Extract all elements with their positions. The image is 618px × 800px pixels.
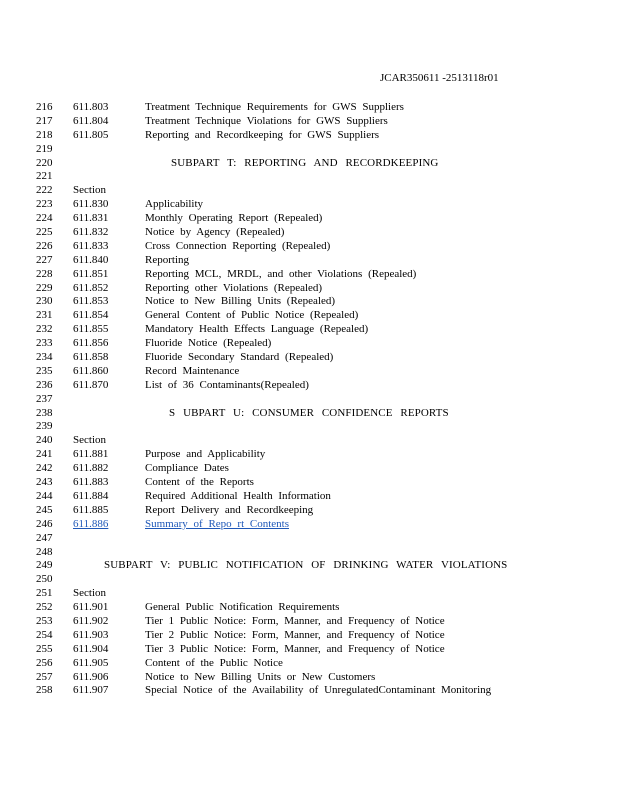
section-title: Special Notice of the Availability of UnregulatedContaminant Monitoring [145,684,492,697]
line-number: 218 [36,128,53,141]
section-number: 611.906 [73,670,109,683]
section-title: List of 36 Contaminants(Repealed) [145,378,309,391]
list-item [0,198,618,212]
list-item [0,309,618,323]
line-number: 258 [36,684,53,697]
section-number: 611.907 [73,684,109,697]
section-title: Notice to New Billing Units (Repealed) [145,295,336,308]
section-number: 611.904 [73,642,109,655]
line-number: 231 [36,309,53,322]
line-number: 237 [36,392,53,405]
section-label-line [0,434,618,448]
subpart-heading-line [0,407,618,421]
blank-line [0,420,618,434]
list-item [0,212,618,226]
section-title: Applicability [145,198,204,211]
blank-line [0,170,618,184]
blank-line [0,573,618,587]
section-number: 611.840 [73,253,109,266]
list-item [0,684,618,698]
section-number: 611.854 [73,309,109,322]
line-number: 248 [36,545,53,558]
section-title: Tier 1 Public Notice: Form, Manner, and Frequency of Notice [145,614,445,627]
section-title: Mandatory Health Effects Language (Repealed) [145,323,369,336]
list-item [0,615,618,629]
section-title: Record Maintenance [145,364,240,377]
list-item [0,448,618,462]
section-number: 611.901 [73,601,109,614]
section-title: Reporting and Recordkeeping for GWS Suppliers [145,128,380,141]
line-number: 224 [36,212,53,225]
blank-line [0,546,618,560]
line-number: 251 [36,587,53,600]
line-number: 223 [36,198,53,211]
section-number: 611.858 [73,351,109,364]
section-number: 611.884 [73,489,109,502]
line-number: 234 [36,351,53,364]
section-title: Notice to New Billing Units or New Customers [145,670,376,683]
section-number: 611.853 [73,295,109,308]
line-number: 216 [36,101,53,113]
line-number: 221 [36,170,53,183]
section-number: 611.860 [73,364,109,377]
section-title: Reporting other Violations (Repealed) [145,281,323,294]
section-title: Report Delivery and Recordkeeping [145,503,314,516]
section-title: Notice by Agency (Repealed) [145,226,285,239]
section-label-line [0,184,618,198]
line-number: 242 [36,462,53,475]
section-title: Cross Connection Reporting (Repealed) [145,239,331,252]
list-item [0,226,618,240]
line-number: 239 [36,420,53,433]
section-title: Tier 3 Public Notice: Form, Manner, and Frequency of Notice [145,642,445,655]
line-number: 244 [36,489,53,502]
line-number: 227 [36,253,53,266]
list-item [0,268,618,282]
section-label: Section [73,587,106,600]
list-item [0,462,618,476]
section-title: Fluoride Secondary Standard (Repealed) [145,351,334,364]
list-item [0,504,618,518]
section-number-link[interactable]: 611.886 [73,517,109,530]
section-title: Monthly Operating Report (Repealed) [145,212,323,225]
line-number: 229 [36,281,53,294]
subpart-u-heading: S UBPART U: CONSUMER CONFIDENCE REPORTS [169,406,449,419]
line-number: 222 [36,184,53,197]
line-number: 241 [36,448,53,461]
line-number: 250 [36,573,53,586]
section-number: 611.855 [73,323,109,336]
line-number: 256 [36,656,53,669]
line-number: 253 [36,614,53,627]
section-number: 611.870 [73,378,109,391]
list-item [0,365,618,379]
list-item [0,254,618,268]
list-item [0,601,618,615]
section-number: 611.905 [73,656,109,669]
list-item [0,129,618,143]
section-title: Fluoride Notice (Repealed) [145,337,272,350]
section-number: 611.852 [73,281,109,294]
section-title: Content of the Public Notice [145,656,283,669]
list-item [0,476,618,490]
section-title-link[interactable]: Summary of Repo rt Contents [145,517,289,530]
line-number: 245 [36,503,53,516]
section-label-line [0,587,618,601]
line-number: 252 [36,601,53,614]
section-number: 611.882 [73,462,109,475]
list-item [0,490,618,504]
list-item [0,101,618,115]
line-number: 226 [36,239,53,252]
line-number: 247 [36,531,53,544]
list-item [0,657,618,671]
list-item [0,671,618,685]
line-number: 228 [36,267,53,280]
list-item [0,295,618,309]
section-title: Treatment Technique Violations for GWS Suppliers [145,114,388,127]
line-number: 243 [36,476,53,489]
subpart-v-heading: SUBPART V: PUBLIC NOTIFICATION OF DRINKING WATER VIOLATIONS [104,559,508,572]
section-number: 611.885 [73,503,109,516]
blank-line [0,143,618,157]
list-item [0,518,618,532]
subpart-heading-line [0,157,618,171]
line-number: 249 [36,559,53,572]
section-number: 611.805 [73,128,109,141]
list-item [0,629,618,643]
list-item [0,240,618,254]
document-id: JCAR350611 -2513118r01 [380,72,499,84]
section-title: Required Additional Health Information [145,489,331,502]
line-number: 232 [36,323,53,336]
section-title: Compliance Dates [145,462,229,475]
line-number: 217 [36,114,53,127]
line-number: 220 [36,156,53,169]
line-number: 240 [36,434,53,447]
section-title: Reporting [145,253,189,266]
section-number: 611.833 [73,239,109,252]
line-number: 230 [36,295,53,308]
list-item [0,643,618,657]
list-item [0,337,618,351]
list-item [0,282,618,296]
section-number: 611.881 [73,448,109,461]
section-number: 611.830 [73,198,109,211]
line-number: 257 [36,670,53,683]
section-number: 611.851 [73,267,109,280]
section-number: 611.804 [73,114,109,127]
line-number: 236 [36,378,53,391]
line-number: 225 [36,226,53,239]
section-number: 611.803 [73,101,109,113]
subpart-t-heading: SUBPART T: REPORTING AND RECORDKEEPING [171,156,439,169]
section-number: 611.883 [73,476,109,489]
section-title: Reporting MCL, MRDL, and other Violations (Repealed) [145,267,417,280]
section-title: General Public Notification Requirements [145,601,340,614]
list-item [0,323,618,337]
line-number: 235 [36,364,53,377]
line-number: 233 [36,337,53,350]
section-number: 611.856 [73,337,109,350]
line-number: 246 [36,517,53,530]
section-number: 611.831 [73,212,109,225]
section-label: Section [73,434,106,447]
section-label: Section [73,184,106,197]
list-item [0,351,618,365]
section-title: Content of the Reports [145,476,254,489]
section-number: 611.832 [73,226,109,239]
section-title: Treatment Technique Requirements for GWS Suppliers [145,101,404,113]
line-numbered-listing [0,101,618,698]
line-number: 254 [36,628,53,641]
blank-line [0,532,618,546]
section-number: 611.903 [73,628,109,641]
section-title: General Content of Public Notice (Repealed) [145,309,359,322]
section-title: Tier 2 Public Notice: Form, Manner, and Frequency of Notice [145,628,445,641]
section-number: 611.902 [73,614,109,627]
line-number: 238 [36,406,53,419]
subpart-heading-line [0,559,618,573]
blank-line [0,393,618,407]
section-title: Purpose and Applicability [145,448,266,461]
line-number: 255 [36,642,53,655]
list-item [0,379,618,393]
list-item [0,115,618,129]
line-number: 219 [36,142,53,155]
